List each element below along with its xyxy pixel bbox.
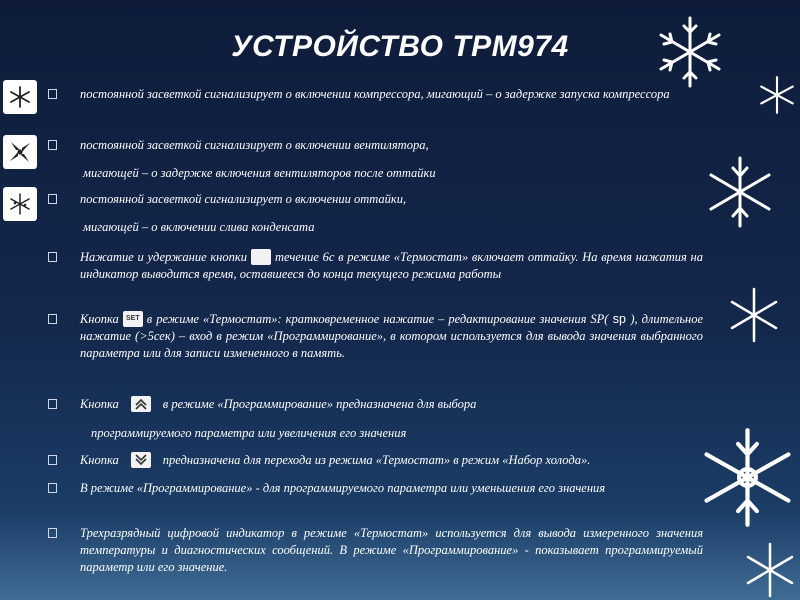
list-item [48,480,703,497]
hold-text-b: течение 6с в режиме «Термостат» включает оттайку. На время нажатия на индикатор выводится время, оставшееся до конца текущего режима работы [80,250,703,282]
page-title: УСТРОЙСТВО ТРМ974 [231,30,569,63]
bullet-icon [48,194,57,204]
defrost-key-icon [251,249,271,265]
set-sp-label: sp [608,312,631,326]
up-text-a: Кнопка [80,397,119,411]
down-key-icon [131,452,151,468]
list-item [48,191,703,208]
compressor-indicator [3,80,37,114]
defrost-indicator [3,187,37,221]
bullet-icon [48,140,57,150]
snowflake-decoration-3 [700,152,780,232]
bullet-icon [48,89,57,99]
defrost-text-2: мигающей – о включении слива конденсата [83,220,315,234]
bullet-icon [48,483,57,493]
list-item [48,249,703,283]
snowflake-decoration-2 [756,74,798,116]
up-text-b: в режиме «Программирование» предназначена для выбора [162,397,477,411]
bullet-icon [48,455,57,465]
down-text-a: Кнопка [80,453,119,467]
up-text-c: программируемого параметра или увеличения его значения [91,426,407,440]
indicator-text: Трехразрядный цифровой индикатор в режиме «Термостат» используется для вывода измеренного значения температуры и диагностических сообщений. В режиме «Программирование» - показывает программируемый параметр или его значение. [80,526,703,574]
list-item [48,86,703,103]
snowflake-icon [8,85,32,109]
fan-icon [8,140,32,164]
list-item [48,452,703,469]
fan-text-1: постоянной засветкой сигнализирует о включении вентилятора, [80,138,429,152]
defrost-text-1: постоянной засветкой сигнализирует о включении оттайки, [80,192,407,206]
down-text-b: предназначена для перехода из режима «Термостат» в режим «Набор холода». [162,453,591,467]
bullet-icon [48,314,57,324]
snowflake-decoration-5 [695,425,800,530]
defrost-icon [8,192,32,216]
list-item [48,311,703,362]
snowflake-decoration-6 [740,540,800,600]
set-text-a: Кнопка [80,312,119,326]
list-item [48,525,703,576]
fan-text-2: мигающей – о задержке включения вентиляторов после оттайки [83,166,436,180]
bullet-icon [48,528,57,538]
bullet-icon [48,399,57,409]
list-item [48,137,703,154]
snowflake-decoration-4 [724,285,784,345]
list-item [48,396,703,413]
set-text-c: ), длительное нажатие (>5сек) – вход в режим «Программирование», в котором используется для вывода значения выбранного параметра или для записи измененного в память. [80,312,704,361]
fan-indicator [3,135,37,169]
up-key-icon [131,396,151,412]
bullet-icon [48,252,57,262]
compressor-text: постоянной засветкой сигнализирует о включении компрессора, мигающий – о задержке запуска компрессора [80,87,670,101]
hold-text-a: Нажатие и удержание кнопки [80,250,247,264]
prog-text: В режиме «Программирование» - для программируемого параметра или уменьшения его значения [80,481,606,495]
set-key-icon: SET [123,311,143,327]
set-text-b: в режиме «Термостат»: кратковременное нажатие – редактирование значения SP( [146,312,609,326]
